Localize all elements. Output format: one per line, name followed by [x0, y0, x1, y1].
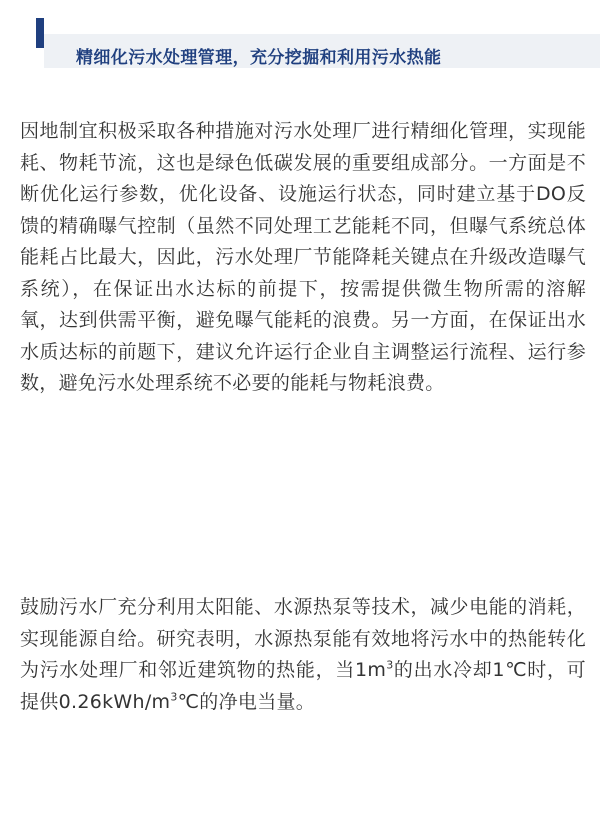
paragraph-fine-management: 因地制宜积极采取各种措施对污水处理厂进行精细化管理，实现能耗、物耗节流，这也是绿色低碳发展的重要组成部分。一方面是不断优化运行参数，优化设备、设施运行状态，同时建立基于DO反馈的精确曝气控制（虽然不同处理工艺能耗不同，但曝气系统总体能耗占比最大，因此，污水处理厂节能降耗关键点在升级改造曝气系统），在保证出水达标的前提下，按需提供微生物所需的溶解氧，达到供需平衡，避免曝气能耗的浪费。另一方面，在保证出水水质达标的前题下，建议允许运行企业自主调整运行流程、运行参数，避免污水处理系统不必要的能耗与物耗浪费。 [20, 120, 586, 394]
header-accent-bar [36, 18, 44, 48]
paragraph-heat-pump-text-1: 鼓励污水厂充分利用太阳能、水源热泵等技术，减少电能的消耗，实现能源自给。研究表明，水源热泵能有效地将污水中的热能转化为污水处理厂和邻近建筑物的热能，当1m [20, 596, 586, 681]
section-header [8, 18, 600, 66]
superscript-cubed: 3 [386, 658, 394, 672]
section-title: 精细化污水处理管理，充分挖掘和利用污水热能 [76, 48, 442, 68]
paragraph-heat-pump-text-3: ℃的净电当量。 [177, 690, 316, 713]
paragraph-heat-pump [20, 592, 586, 718]
paragraph-heat-pump-text-2: 的出水冷却1℃时，可提供0.26kWh/m [20, 659, 586, 713]
superscript-cubed-2: 3 [170, 690, 178, 704]
